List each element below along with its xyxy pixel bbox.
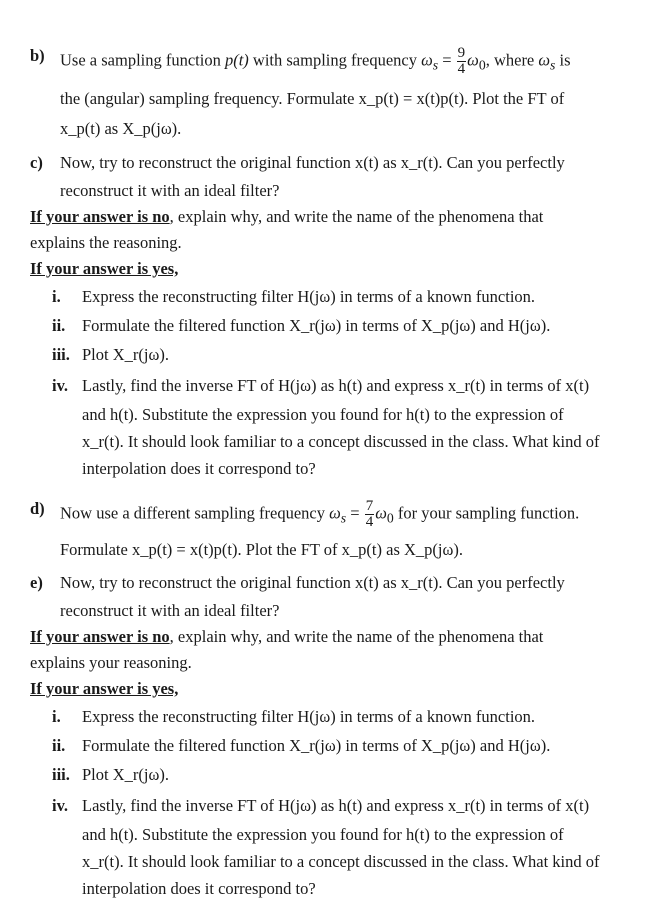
list2-item-ii: Formulate the filtered function X_r(jω) in terms of X_p(jω) and H(jω). xyxy=(82,736,551,755)
yes-answer-lead: If your answer is yes, xyxy=(30,259,179,278)
yes-answer-2 xyxy=(30,679,178,699)
list1-item-iii: Plot X_r(jω). xyxy=(82,345,169,364)
text: , explain why, and write the name of the phenomena that xyxy=(169,207,544,226)
list2-item-iii: Plot X_r(jω). xyxy=(82,765,169,784)
text: 0 xyxy=(478,57,486,73)
part-d-label: d) xyxy=(30,499,45,518)
list2-iv-cont-1: and h(t). Substitute the expression you found for h(t) to the expression of xyxy=(82,825,564,844)
text: = xyxy=(346,503,364,523)
list1-iv-cont-3: interpolation does it correspond to? xyxy=(82,459,316,478)
list1-num-i: i. xyxy=(52,287,61,306)
list1-iv-cont-2: x_r(t). It should look familiar to a concept discussed in the class. What kind of xyxy=(82,432,600,451)
no-answer-lead: If your answer is no xyxy=(30,627,170,646)
no-answer-2-line-2: explains your reasoning. xyxy=(30,653,192,672)
text: is xyxy=(555,50,571,70)
part-e-line-2: reconstruct it with an ideal filter? xyxy=(60,601,280,620)
list2-num-i: i. xyxy=(52,707,61,726)
part-c-label: c) xyxy=(30,153,43,172)
no-answer-1 xyxy=(30,207,543,227)
part-b-label: b) xyxy=(30,46,45,65)
list2-num-ii: ii. xyxy=(52,736,66,755)
fraction-den: 4 xyxy=(457,61,466,77)
list2-num-iii: iii. xyxy=(52,765,70,784)
part-e-line-1: Now, try to reconstruct the original function x(t) as x_r(t). Can you perfectly xyxy=(60,573,565,592)
list2-item-i: Express the reconstructing filter H(jω) in terms of a known function. xyxy=(82,707,536,726)
list1-num-iii: iii. xyxy=(52,345,70,364)
list1-num-ii: ii. xyxy=(52,316,66,335)
fraction xyxy=(365,499,375,530)
text: Now use a different sampling frequency xyxy=(60,503,330,523)
text: ω xyxy=(375,503,387,523)
yes-answer-1 xyxy=(30,259,178,279)
part-e-label: e) xyxy=(30,573,43,592)
text: p(t) xyxy=(224,50,249,70)
no-answer-1-line-2: explains the reasoning. xyxy=(30,233,182,252)
text: s xyxy=(432,57,439,73)
part-b-line-3: x_p(t) as X_p(jω). xyxy=(60,119,182,138)
list2-iv-cont-3: interpolation does it correspond to? xyxy=(82,879,316,898)
part-c-line-2: reconstruct it with an ideal filter? xyxy=(60,181,280,200)
text: ω xyxy=(421,50,433,70)
text: with sampling frequency xyxy=(248,50,422,70)
text: s xyxy=(550,57,556,73)
text: ω xyxy=(329,503,341,523)
text: s xyxy=(340,510,347,526)
fraction-num: 9 xyxy=(457,45,466,61)
yes-answer-lead: If your answer is yes, xyxy=(30,679,179,698)
text: ω xyxy=(467,50,479,70)
text: , where xyxy=(485,50,539,70)
list1-item-iv: Lastly, find the inverse FT of H(jω) as h(t) and express x_r(t) in terms of x(t) xyxy=(82,376,590,395)
list1-item-i: Express the reconstructing filter H(jω) in terms of a known function. xyxy=(82,287,536,306)
text: 0 xyxy=(386,510,394,526)
part-b-line-1 xyxy=(60,46,571,77)
part-c-line-1: Now, try to reconstruct the original function x(t) as x_r(t). Can you perfectly xyxy=(60,153,565,172)
part-d-line-1 xyxy=(60,499,579,530)
part-d-line-2: Formulate x_p(t) = x(t)p(t). Plot the FT of x_p(t) as X_p(jω). xyxy=(60,540,463,559)
part-b-line-2: the (angular) sampling frequency. Formulate x_p(t) = x(t)p(t). Plot the FT of xyxy=(60,89,565,108)
list2-iv-cont-2: x_r(t). It should look familiar to a concept discussed in the class. What kind of xyxy=(82,852,600,871)
list1-num-iv: iv. xyxy=(52,376,69,395)
list2-item-iv: Lastly, find the inverse FT of H(jω) as h(t) and express x_r(t) in terms of x(t) xyxy=(82,796,590,815)
list2-num-iv: iv. xyxy=(52,796,69,815)
no-answer-2 xyxy=(30,627,543,647)
no-answer-lead: If your answer is no xyxy=(30,207,170,226)
text: Use a sampling function xyxy=(60,50,225,70)
list1-item-ii: Formulate the filtered function X_r(jω) in terms of X_p(jω) and H(jω). xyxy=(82,316,551,335)
fraction-num: 7 xyxy=(365,498,374,514)
text: = xyxy=(438,50,456,70)
fraction-den: 4 xyxy=(365,514,374,530)
text: for your sampling function. xyxy=(393,503,580,523)
text: ω xyxy=(538,50,551,70)
text: , explain why, and write the name of the phenomena that xyxy=(169,627,544,646)
fraction xyxy=(457,46,467,77)
list1-iv-cont-1: and h(t). Substitute the expression you found for h(t) to the expression of xyxy=(82,405,564,424)
